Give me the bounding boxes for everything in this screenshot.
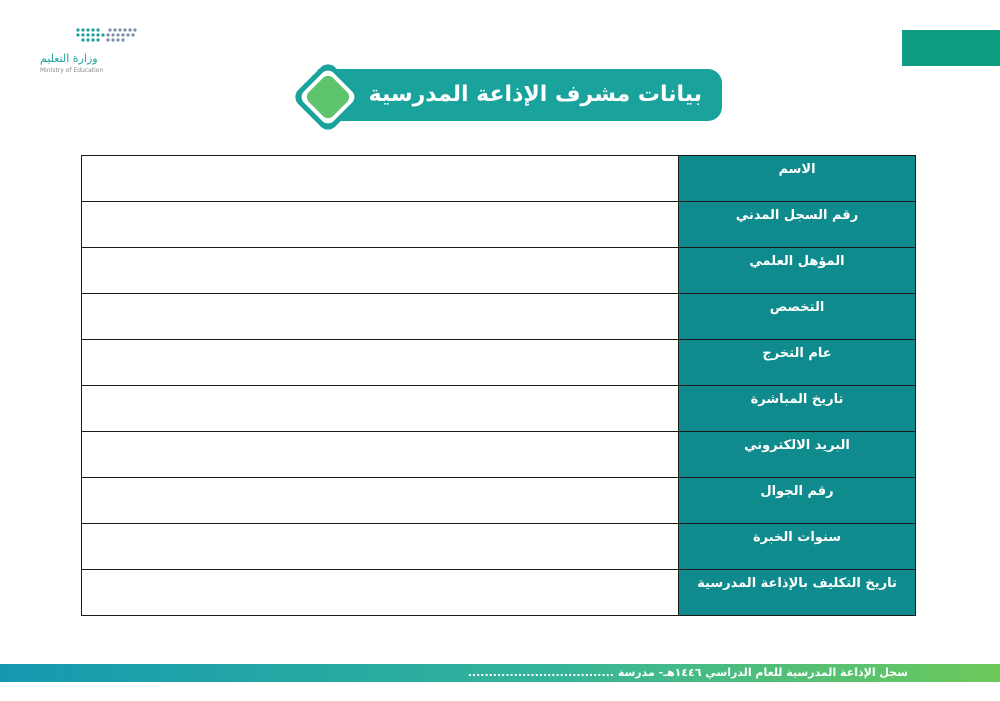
row-value-field[interactable] [82, 294, 679, 340]
page-title: بيانات مشرف الإذاعة المدرسية [368, 82, 702, 107]
footer-bar [0, 664, 1000, 682]
row-label: الاسم [679, 156, 916, 202]
row-label: المؤهل العلمي [679, 248, 916, 294]
title-banner [288, 57, 724, 137]
diamond-icon [288, 57, 368, 137]
row-value-field[interactable] [82, 524, 679, 570]
logo-arabic-text: وزارة التعليم [40, 52, 98, 65]
table-row [82, 386, 916, 432]
table-row [82, 524, 916, 570]
row-label: تاريخ المباشرة [679, 386, 916, 432]
row-label: سنوات الخبرة [679, 524, 916, 570]
row-value-field[interactable] [82, 202, 679, 248]
row-label: عام التخرج [679, 340, 916, 386]
row-label: تاريخ التكليف بالإذاعة المدرسية [679, 570, 916, 616]
footer-text: سجل الإذاعة المدرسية للعام الدراسي ١٤٤٦هـ- مدرسة ................................... [467, 666, 908, 679]
row-value-field[interactable] [82, 478, 679, 524]
ministry-logo [40, 22, 140, 78]
corner-accent [902, 30, 1000, 66]
logo-dots-icon [74, 26, 138, 46]
row-label: البريد الالكتروني [679, 432, 916, 478]
table-row [82, 294, 916, 340]
table-row [82, 202, 916, 248]
table-row [82, 478, 916, 524]
table-row [82, 156, 916, 202]
logo-english-text: Ministry of Education [40, 67, 104, 74]
row-value-field[interactable] [82, 156, 679, 202]
row-value-field[interactable] [82, 432, 679, 478]
row-value-field[interactable] [82, 340, 679, 386]
table-row [82, 570, 916, 616]
row-label: رقم السجل المدني [679, 202, 916, 248]
row-label: التخصص [679, 294, 916, 340]
row-value-field[interactable] [82, 386, 679, 432]
row-label: رقم الجوال [679, 478, 916, 524]
table-row [82, 248, 916, 294]
row-value-field[interactable] [82, 248, 679, 294]
table-row [82, 340, 916, 386]
supervisor-info-table [81, 155, 916, 616]
table-row [82, 432, 916, 478]
row-value-field[interactable] [82, 570, 679, 616]
